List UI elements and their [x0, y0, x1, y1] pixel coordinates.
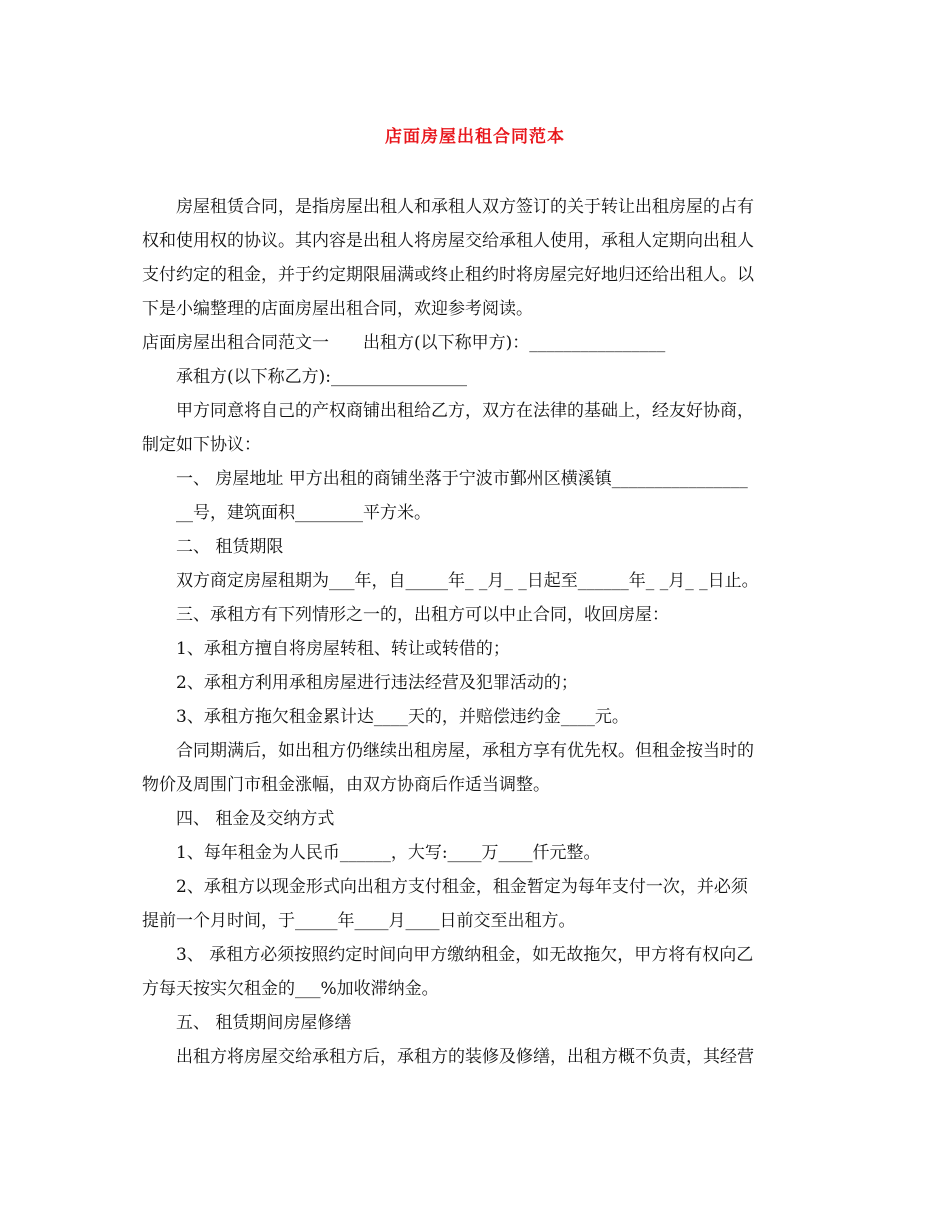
paragraph-line: 权和使用权的协议。其内容是出租人将房屋交给承租人使用，承租人定期向出租人	[142, 231, 754, 251]
clause-heading: 一、 房屋地址 甲方出租的商铺坐落于宁波市鄞州区横溪镇________________	[176, 469, 748, 489]
clause-heading: 二、 租赁期限	[176, 537, 284, 557]
clause-heading: 五、 租赁期间房屋修缮	[176, 1013, 352, 1033]
list-item: 1、每年租金为人民币______，大写:____万____仟元整。	[176, 843, 601, 863]
paragraph-line: 制定如下协议：	[142, 435, 261, 455]
document-title: 店面房屋出租合同范本	[385, 127, 565, 147]
paragraph-line: 物价及周围门市租金涨幅，由双方协商后作适当调整。	[142, 775, 550, 795]
paragraph-line: 提前一个月时间，于_____年____月____日前交至出租方。	[142, 911, 576, 931]
list-item: 1、承租方擅自将房屋转租、转让或转借的；	[176, 639, 510, 659]
lessor-field: 出租方(以下称甲方)：________________	[363, 333, 666, 353]
clause-heading: 四、 租金及交纳方式	[176, 809, 335, 829]
paragraph-line: 出租方将房屋交给承租方后，承租方的装修及修缮，出租方概不负责，其经营	[176, 1047, 754, 1067]
paragraph-line: __号，建筑面积________平方米。	[176, 503, 431, 523]
paragraph-line: 双方商定房屋租期为___年，自_____年_ _月_ _日起至______年_ _月_ _日止。	[176, 571, 759, 591]
paragraph-line: 方每天按实欠租金的___%加收滞纳金。	[142, 979, 439, 999]
list-item: 2、承租方利用承租房屋进行违法经营及犯罪活动的；	[176, 673, 578, 693]
paragraph-line: 房屋租赁合同，是指房屋出租人和承租人双方签订的关于转让出租房屋的占有	[176, 197, 754, 217]
lessee-field: 承租方(以下称乙方):________________	[176, 367, 467, 387]
list-item: 3、承租方拖欠租金累计达____天的，并赔偿违约金____元。	[176, 707, 629, 727]
document-body	[142, 190, 832, 1074]
section-heading: 店面房屋出租合同范文一	[142, 333, 329, 353]
paragraph-line: 合同期满后，如出租方仍继续出租房屋，承租方享有优先权。但租金按当时的	[176, 741, 754, 761]
paragraph-line: 甲方同意将自己的产权商铺出租给乙方，双方在法律的基础上，经友好协商，	[176, 401, 754, 421]
clause-heading: 三、承租方有下列情形之一的，出租方可以中止合同，收回房屋：	[176, 605, 669, 625]
paragraph-line: 支付约定的租金，并于约定期限届满或终止租约时将房屋完好地归还给出租人。以	[142, 265, 754, 285]
list-item: 2、承租方以现金形式向出租方支付租金，租金暂定为每年支付一次，并必须	[176, 877, 748, 897]
paragraph-line	[142, 326, 832, 360]
list-item: 3、 承租方必须按照约定时间向甲方缴纳租金，如无故拖欠，甲方将有权向乙	[176, 945, 754, 965]
paragraph-line: 下是小编整理的店面房屋出租合同，欢迎参考阅读。	[142, 299, 533, 319]
